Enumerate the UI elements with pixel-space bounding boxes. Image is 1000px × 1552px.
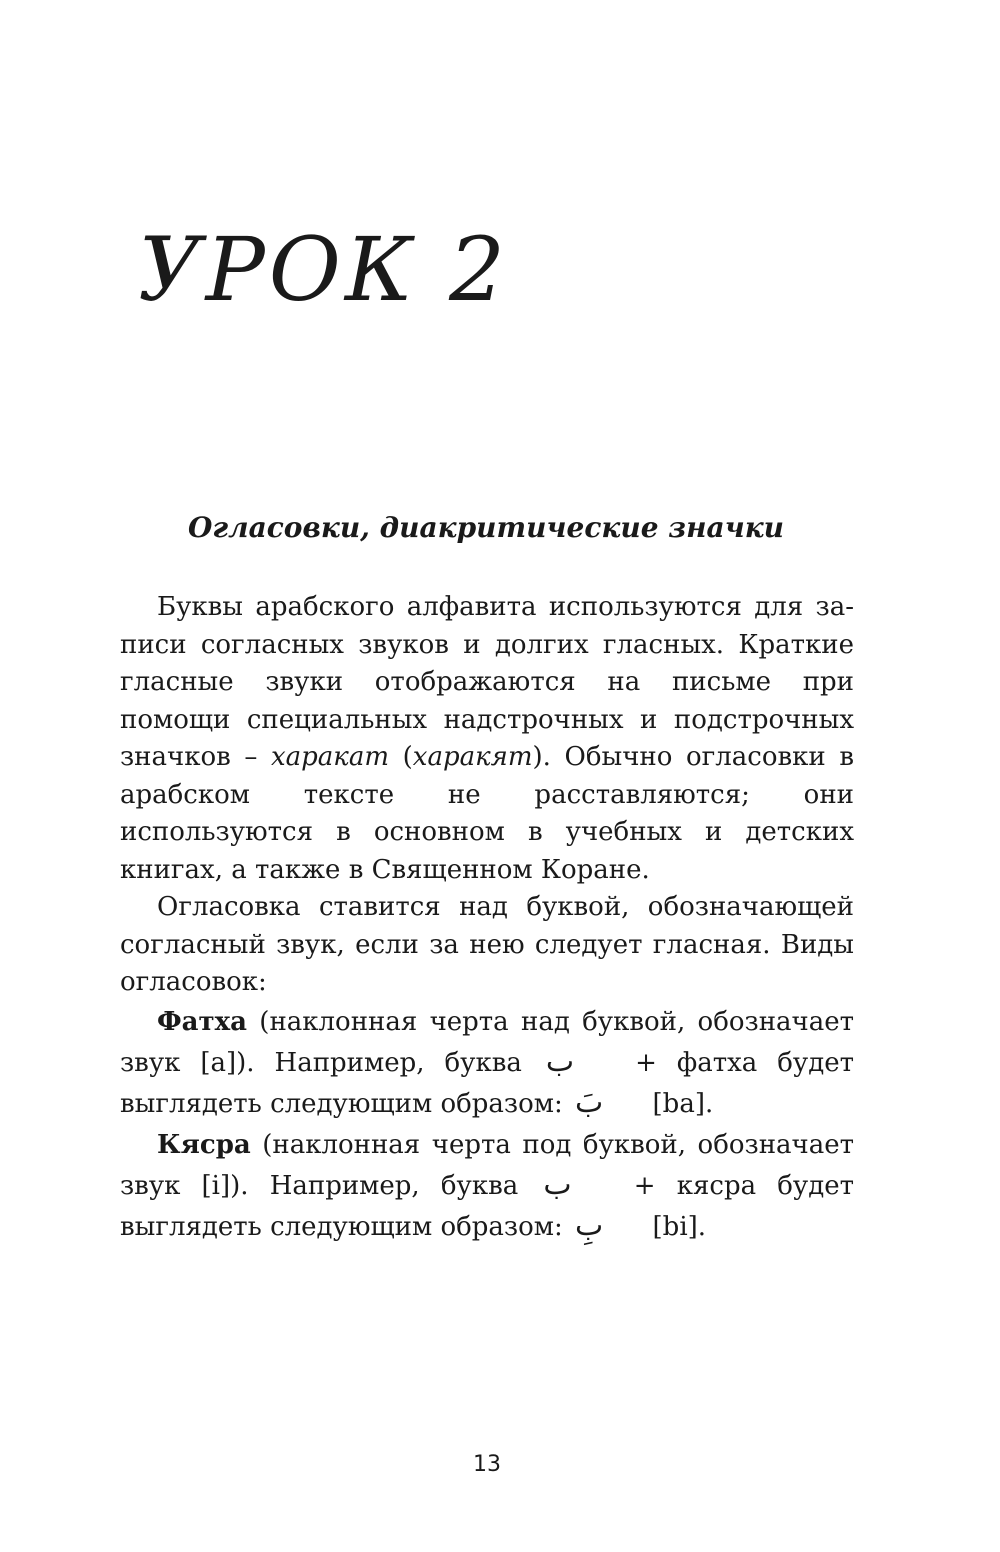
intro-text-3: ). Обычно огласовки в арабском тексте не расставляются; они используются в основном в учебных и детских книгах, а также в Священном Коране.	[120, 742, 854, 885]
fatha-text-2: + фатха будет выглядеть следующим образом:	[120, 1047, 854, 1119]
intro-text-2: (	[389, 742, 413, 772]
lesson-title: УРОК 2	[138, 218, 510, 321]
fatha-letter: ب	[545, 1043, 575, 1079]
fatha-transcription: [ba].	[644, 1088, 714, 1119]
kasra-text-1: (наклонная черта под буквой, обозначает звук [i]). Например, буква	[120, 1129, 854, 1201]
kasra-paragraph	[120, 1125, 854, 1248]
kasra-text-2: + кясра будет выглядеть следующим образом:	[120, 1170, 854, 1242]
kasra-transcription: [bi].	[644, 1211, 707, 1242]
intro-text-1: Буквы арабского алфавита используются для записи согласных звуков и долгих гласных. Краткие гласные звуки отображаются на письме при помощи специальных надстрочных и подстрочных значков –	[120, 592, 854, 772]
intro-paragraph	[120, 589, 854, 889]
section-heading: Огласовки, диакритические значки	[187, 511, 785, 544]
fatha-term: Фатха	[157, 1006, 247, 1037]
term-harakat: харакат	[271, 742, 389, 772]
kasra-example: بِ	[575, 1207, 604, 1243]
rule-paragraph: Огласовка ставится над буквой, обозначающей согласный звук, если за нею следует гласная. Виды огласовок:	[120, 892, 854, 997]
body-text	[120, 589, 854, 1248]
fatha-paragraph	[120, 1002, 854, 1125]
kasra-term: Кясра	[157, 1129, 251, 1160]
term-harakyat: харакят	[412, 742, 533, 772]
page-number: 13	[473, 1452, 501, 1477]
fatha-text-1: (наклонная черта над буквой, обозначает звук [a]). Например, буква	[120, 1006, 854, 1078]
fatha-example: بَ	[575, 1084, 604, 1120]
kasra-letter: ب	[543, 1166, 572, 1202]
